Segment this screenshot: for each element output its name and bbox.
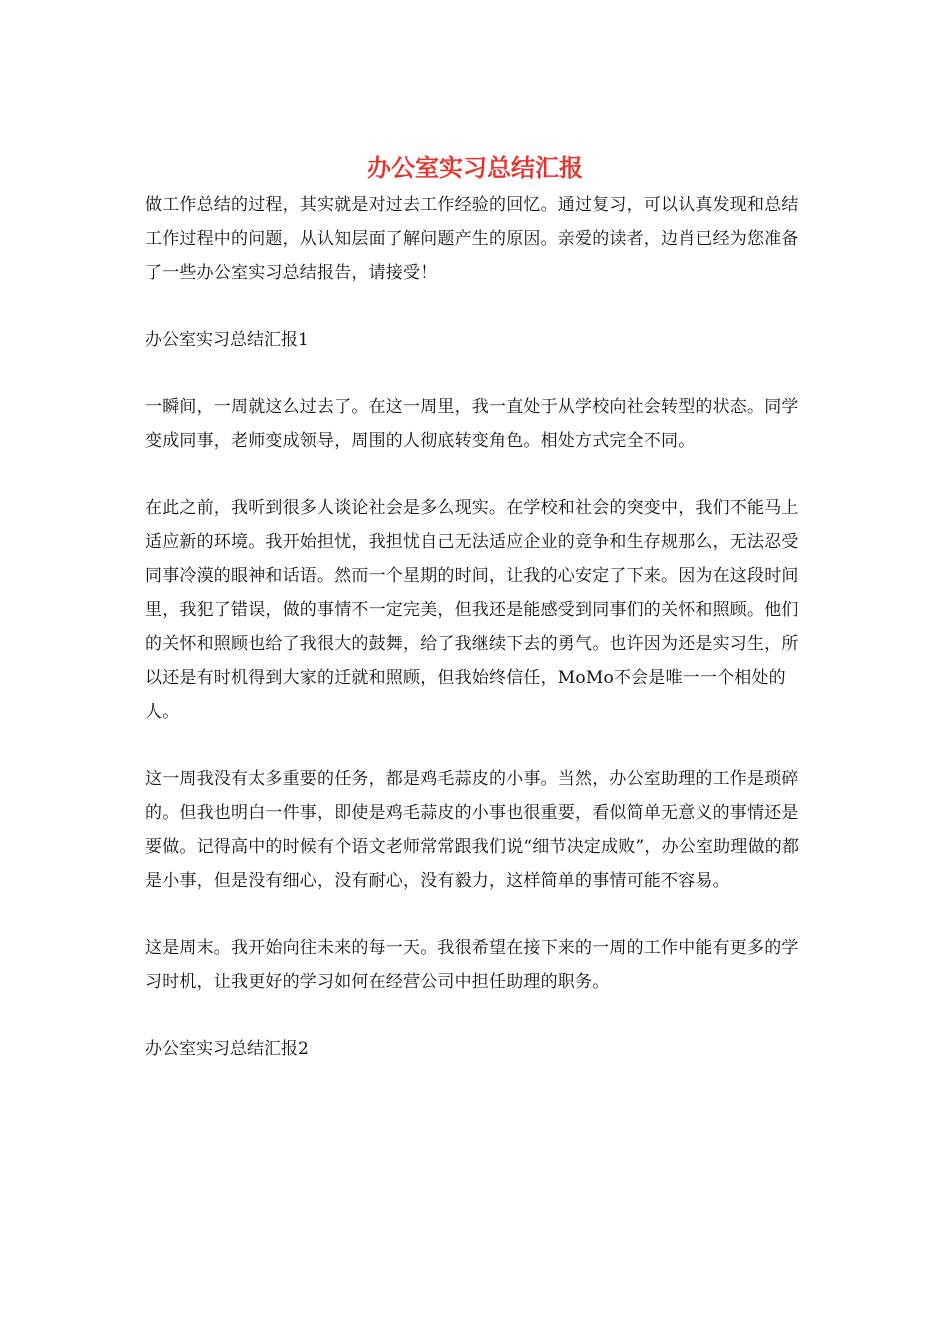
document-body [145,188,800,1066]
section1-paragraph-2: 在此之前，我听到很多人谈论社会是多么现实。在学校和社会的突变中，我们不能马上适应新的环境。我开始担忧，我担忧自己无法适应企业的竞争和生存规那么，无法忍受同事冷漠的眼神和话语。然而一个星期的时间，让我的心安定了下来。因为在这段时间里，我犯了错误，做的事情不一定完美，但我还是能感受到同事们的关怀和照顾。他们的关怀和照顾也给了我很大的鼓舞，给了我继续下去的勇气。也许因为还是实习生，所以还是有时机得到大家的迁就和照顾，但我始终信任，MoMo不会是唯一一个相处的人。 [145,498,799,722]
intro-paragraph: 做工作总结的过程，其实就是对过去工作经验的回忆。通过复习，可以认真发现和总结工作过程中的问题，从认知层面了解问题产生的原因。亲爱的读者，边肖已经为您准备了一些办公室实习总结报告，请接受！ [145,195,799,283]
spacer [145,458,800,491]
section1-paragraph-1: 一瞬间，一周就这么过去了。在这一周里，我一直处于从学校向社会转型的状态。同学变成同事，老师变成领导，周围的人彻底转变角色。相处方式完全不同。 [145,397,799,451]
section1-paragraph-3: 这一周我没有太多重要的任务，都是鸡毛蒜皮的小事。当然，办公室助理的工作是琐碎的。但我也明白一件事，即使是鸡毛蒜皮的小事也很重要，看似简单无意义的事情还是要做。记得高中的时候有个语文老师常常跟我们说“细节决定成败”，办公室助理做的都是小事，但是没有细心，没有耐心，没有毅力，这样简单的事情可能不容易。 [145,769,800,891]
document-title: 办公室实习总结汇报 [367,154,583,182]
spacer [145,357,800,390]
spacer [145,290,800,323]
section-heading-2: 办公室实习总结汇报2 [145,1039,309,1059]
spacer [145,999,800,1032]
spacer [145,729,800,762]
section1-paragraph-4: 这是周末。我开始向往未来的每一天。我很希望在接下来的一周的工作中能有更多的学习时机，让我更好的学习如何在经营公司中担任助理的职务。 [145,938,799,992]
section-heading-1: 办公室实习总结汇报1 [145,330,309,350]
spacer [145,898,800,931]
